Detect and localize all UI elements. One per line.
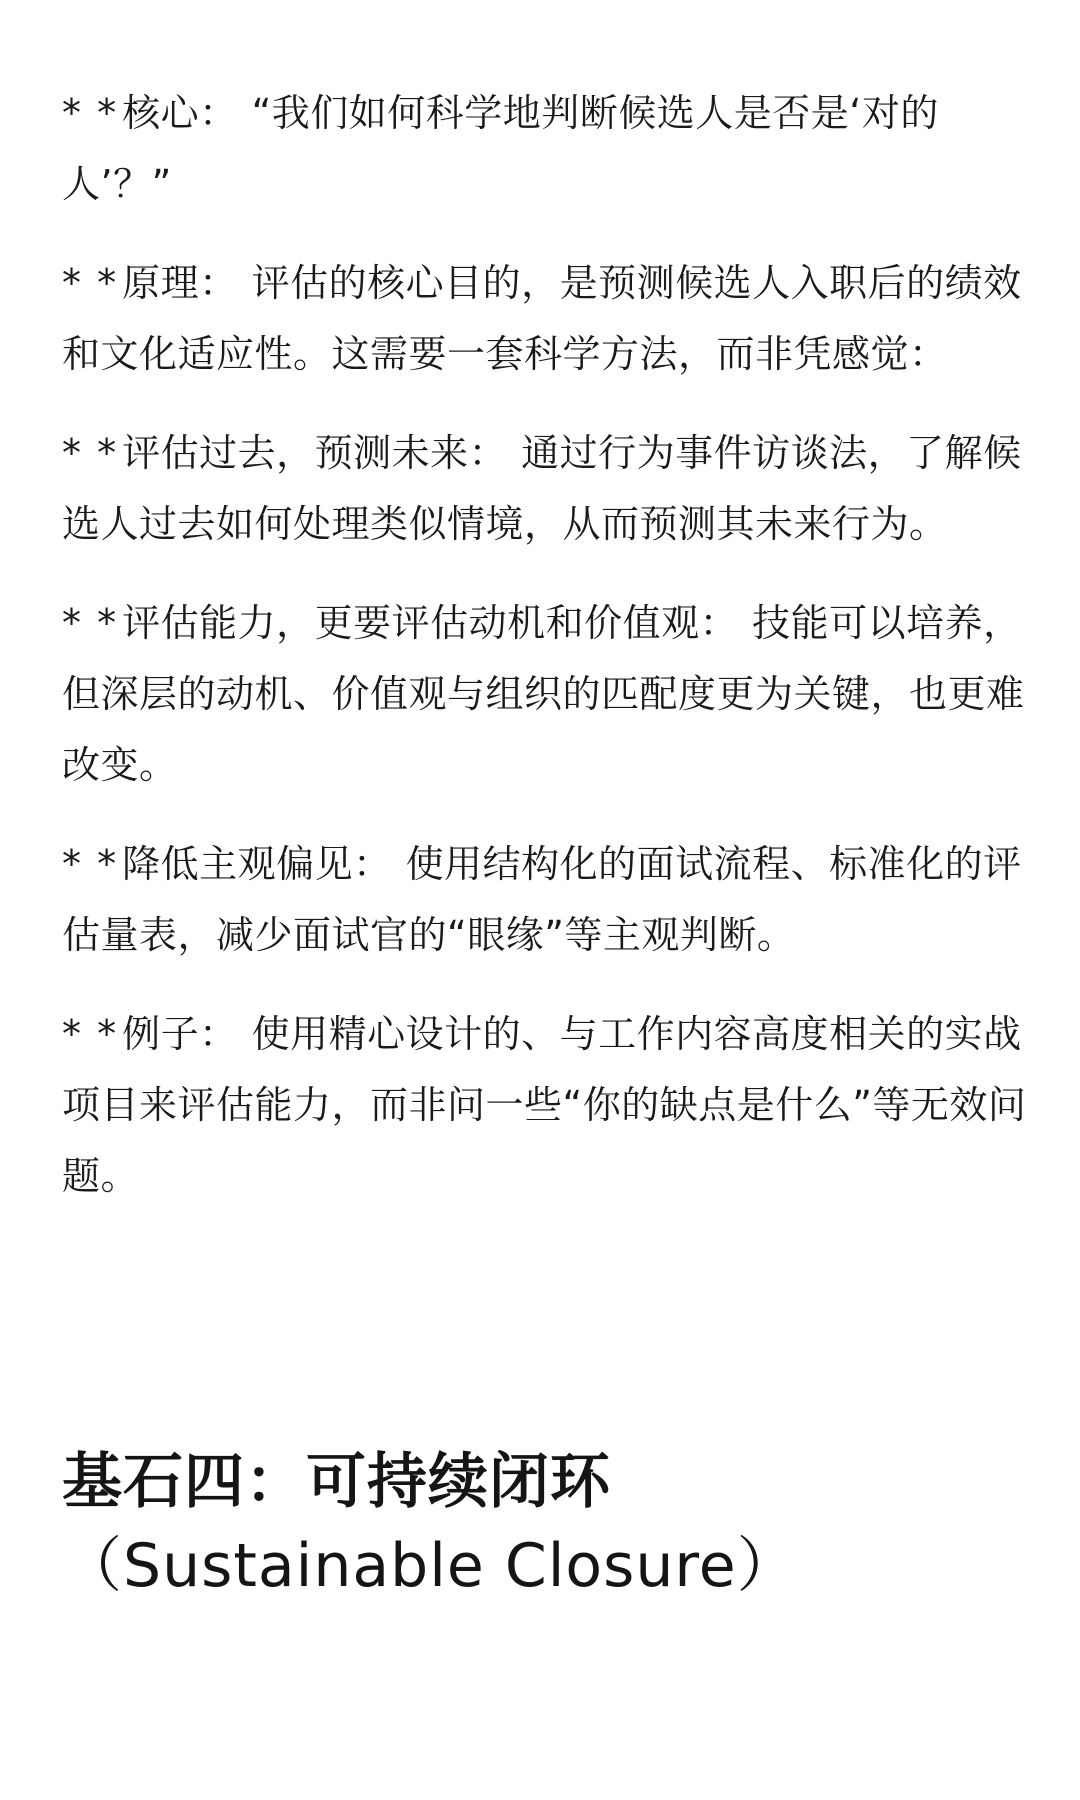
paragraph-text: 评估的核心目的，是预测候选人入职后的绩效和文化适应性。这需要一套科学方法，而非凭感觉： [62, 261, 1022, 376]
bullet-marker: * * [62, 261, 119, 305]
paragraph-motivation-values [62, 588, 1032, 801]
paragraph-text: “我们如何科学地判断候选人是否是‘对的人’？” [62, 91, 939, 206]
bullet-marker: * * [62, 601, 119, 645]
section-heading [62, 1440, 1032, 1608]
section-heading-title: 基石四：可持续闭环 [62, 1447, 611, 1517]
paragraph-text: 使用结构化的面试流程、标准化的评估量表，减少面试官的“眼缘”等主观判断。 [62, 842, 1022, 957]
paragraph-text: 技能可以培养，但深层的动机、价值观与组织的匹配度更为关键，也更难改变。 [62, 601, 1025, 787]
paragraph-label: 评估能力，更要评估动机和价值观： [122, 601, 739, 645]
section-heading-subtitle: （Sustainable Closure） [62, 1531, 798, 1601]
paragraph-past-future [62, 418, 1032, 560]
paragraph-label: 降低主观偏见： [122, 842, 392, 886]
paragraph-reduce-bias [62, 829, 1032, 971]
paragraph-example [62, 999, 1032, 1212]
bullet-marker: * * [62, 91, 119, 135]
paragraph-text: 通过行为事件访谈法，了解候选人过去如何处理类似情境，从而预测其未来行为。 [62, 431, 1022, 546]
paragraph-principle [62, 248, 1032, 390]
paragraph-core [62, 78, 1032, 220]
article-body [62, 78, 1032, 1240]
bullet-marker: * * [62, 431, 119, 475]
paragraph-label: 核心： [122, 91, 238, 135]
paragraph-label: 评估过去，预测未来： [122, 431, 508, 475]
bullet-marker: * * [62, 842, 119, 886]
paragraph-label: 例子： [122, 1012, 238, 1056]
paragraph-label: 原理： [122, 261, 238, 305]
bullet-marker: * * [62, 1012, 119, 1056]
paragraph-text: 使用精心设计的、与工作内容高度相关的实战项目来评估能力，而非问一些“你的缺点是什么”等无效问题。 [62, 1012, 1027, 1198]
